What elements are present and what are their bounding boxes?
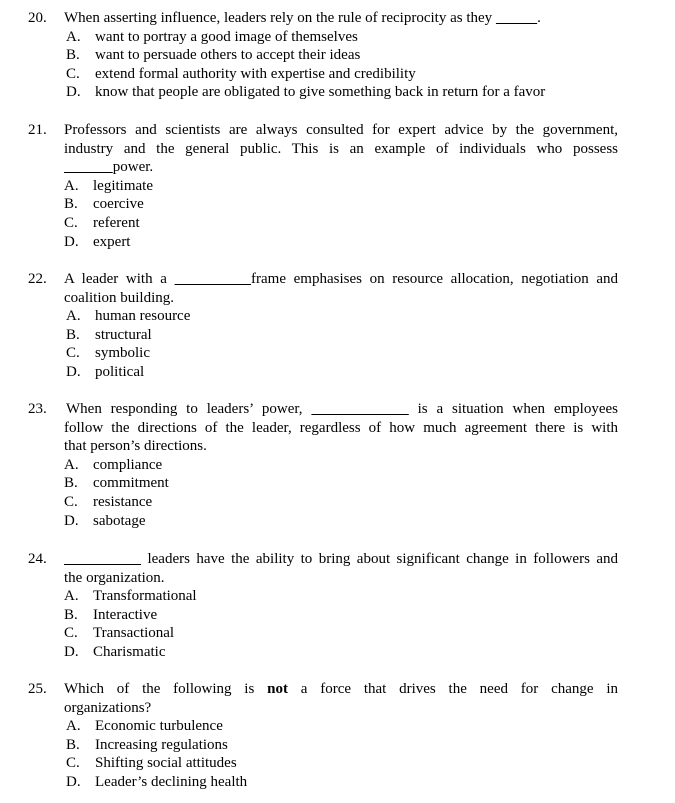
options-list — [66, 717, 618, 791]
stem-text: a force that drives the need for change in — [287, 681, 619, 697]
stem-text: When asserting influence, leaders rely on the rule of reciprocity as they — [64, 10, 496, 26]
option-letter: A. — [64, 177, 79, 194]
option-letter: B. — [64, 606, 78, 623]
option-d — [64, 643, 618, 662]
question-number: 24. — [28, 551, 47, 567]
option-letter: D. — [66, 773, 81, 790]
option-d — [66, 363, 618, 382]
option-letter: D. — [66, 363, 81, 380]
option-c — [64, 624, 618, 643]
stem-text: Which of the following is — [64, 681, 268, 697]
option-text: compliance — [93, 456, 163, 473]
option-letter: A. — [66, 28, 81, 45]
option-d — [64, 512, 618, 531]
option-a — [64, 587, 618, 606]
option-letter: C. — [66, 755, 80, 772]
option-letter: C. — [64, 625, 78, 642]
option-text: Interactive — [93, 606, 158, 623]
option-text: know that people are obligated to give something back in return for a favor — [95, 84, 546, 101]
option-letter: C. — [64, 493, 78, 510]
option-d — [66, 773, 618, 792]
question-stem — [64, 121, 618, 177]
option-c — [66, 344, 618, 363]
option-letter: B. — [66, 736, 80, 753]
stem-line: coalition building. — [64, 289, 174, 306]
option-c — [66, 754, 618, 773]
option-text: Charismatic — [93, 643, 166, 660]
option-text: expert — [93, 233, 131, 250]
option-d — [66, 83, 618, 102]
option-c — [66, 65, 618, 84]
answer-blank — [64, 159, 113, 175]
options-list — [64, 456, 618, 530]
option-text: want to portray a good image of themselves — [95, 28, 358, 45]
option-letter: B. — [66, 326, 80, 343]
option-letter: D. — [64, 233, 79, 250]
option-d — [64, 233, 618, 252]
option-text: extend formal authority with expertise and credibility — [95, 65, 416, 82]
option-text: coercive — [93, 196, 144, 213]
option-b — [66, 46, 618, 65]
options-list — [66, 307, 618, 381]
option-a — [64, 177, 618, 196]
question-21 — [28, 121, 618, 251]
option-letter: D. — [64, 512, 79, 529]
option-text: Shifting social attitudes — [95, 755, 237, 772]
question-number: 25. — [28, 681, 47, 697]
option-letter: C. — [66, 65, 80, 82]
option-c — [64, 493, 618, 512]
option-letter: B. — [66, 47, 80, 64]
option-b — [64, 195, 618, 214]
stem-text: frame emphasises on resource allocation, negotiation and — [251, 271, 618, 287]
question-23 — [28, 400, 618, 530]
option-text: structural — [95, 326, 152, 343]
option-text: political — [95, 363, 145, 380]
option-letter: A. — [66, 308, 81, 325]
option-letter: C. — [64, 214, 78, 231]
option-b — [64, 474, 618, 493]
option-letter: C. — [66, 345, 80, 362]
stem-emphasis: not — [267, 681, 288, 697]
option-text: want to persuade others to accept their ideas — [95, 47, 361, 64]
option-text: Economic turbulence — [95, 718, 223, 735]
option-letter: D. — [64, 643, 79, 660]
stem-text: . — [537, 10, 541, 26]
option-text: commitment — [93, 475, 169, 492]
option-text: referent — [93, 214, 140, 231]
stem-text: is a situation when employees — [408, 401, 618, 417]
question-number: 20. — [28, 10, 47, 26]
stem-line: the organization. — [64, 569, 165, 586]
option-text: resistance — [93, 493, 153, 510]
option-a — [64, 456, 618, 475]
stem-text: When responding to leaders’ power, — [66, 401, 312, 417]
option-a — [66, 307, 618, 326]
option-b — [66, 326, 618, 345]
stem-line: follow the directions of the leader, regardless of how much agreement there is with — [64, 419, 618, 436]
answer-blank — [496, 10, 537, 26]
stem-text: A leader with a — [64, 271, 175, 287]
question-stem — [64, 9, 618, 28]
options-list — [64, 587, 618, 661]
question-22 — [28, 270, 618, 382]
answer-blank — [175, 271, 251, 287]
option-text: Increasing regulations — [95, 736, 228, 753]
option-letter: A. — [64, 456, 79, 473]
option-a — [66, 717, 618, 736]
stem-line: that person’s directions. — [64, 438, 207, 455]
option-text: sabotage — [93, 512, 146, 529]
question-stem — [64, 550, 618, 587]
answer-blank — [64, 551, 141, 567]
question-24 — [28, 550, 618, 662]
stem-line: Professors and scientists are always consulted for expert advice by the government, — [64, 122, 618, 138]
stem-text: power. — [112, 159, 154, 176]
option-text: human resource — [95, 308, 191, 325]
option-letter: B. — [64, 475, 78, 492]
question-stem — [64, 680, 618, 717]
question-stem — [66, 400, 618, 456]
question-20 — [28, 9, 618, 102]
option-b — [64, 606, 618, 625]
option-letter: A. — [66, 718, 81, 735]
stem-line: organizations? — [64, 699, 152, 716]
option-text: Transformational — [93, 588, 197, 605]
option-letter: D. — [66, 84, 81, 101]
option-text: legitimate — [93, 177, 153, 194]
question-25 — [28, 680, 618, 792]
answer-blank — [311, 401, 408, 417]
question-number: 21. — [28, 122, 47, 138]
stem-line: industry and the general public. This is an example of individuals who possess — [64, 140, 618, 157]
question-number: 23. — [28, 401, 47, 417]
option-text: Transactional — [93, 625, 175, 642]
question-stem — [64, 270, 618, 307]
options-list — [64, 177, 618, 251]
option-b — [66, 736, 618, 755]
options-list — [66, 28, 618, 102]
stem-text: leaders have the ability to bring about significant change in followers and — [141, 551, 618, 567]
option-letter: B. — [64, 196, 78, 213]
option-text: symbolic — [95, 345, 150, 362]
option-c — [64, 214, 618, 233]
question-number: 22. — [28, 271, 47, 287]
option-text: Leader’s declining health — [95, 773, 248, 790]
option-a — [66, 28, 618, 47]
option-letter: A. — [64, 588, 79, 605]
